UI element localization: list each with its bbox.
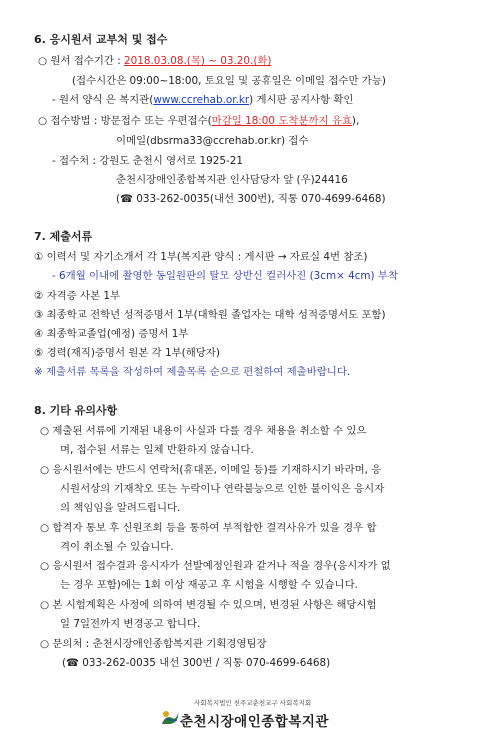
- notice-line: ○ 합격자 통보 후 신원조회 등을 통하여 부적합한 결격사유가 있을 경우 합: [40, 522, 377, 534]
- notice-line: ○ 응시원서 접수결과 응시자가 선발예정인원과 같거나 적을 경우(응시자가 없: [40, 560, 391, 572]
- period-value: 2018.03.08.(목) ~ 03.20.(화): [124, 55, 272, 67]
- form-post: ) 게시판 공지사항 확인: [249, 94, 354, 106]
- period-line: [38, 54, 271, 68]
- org-logo: [160, 698, 350, 732]
- method-email: 이메일(dbsrma33@ccrehab.or.kr) 접수: [116, 135, 309, 147]
- notice-line: ○ 제출된 서류에 기재된 내용이 사실과 다를 경우 채용을 취소할 수 있으: [40, 425, 367, 437]
- org-emblem-icon: [160, 708, 180, 726]
- form-pre: - 원서 양식 은 복지관(: [52, 94, 154, 106]
- notice-line: ○ 응시원서에는 반드시 연락처(휴대폰, 이메일 등)를 기재하시기 바라며, 응: [40, 464, 382, 476]
- photo-note: - 6개월 이내에 촬영한 동일원판의 탈모 상반신 컬러사진 (3cm× 4cm) 부착: [52, 270, 398, 282]
- logo-subtitle: 사회복지법인 천주교춘천교구 사회복지회: [194, 699, 312, 707]
- place-line3: (☎ 033-262-0035(내선 300번), 직통 070-4699-6468): [116, 193, 386, 205]
- notice-line: ○ 문의처 : 춘천시장애인종합복지관 기획경영팀장: [40, 638, 267, 650]
- notice-line: 며, 접수된 서류는 일체 반환하지 않습니다.: [60, 444, 254, 456]
- doc-item-3: ③ 최종학교 전학년 성적증명서 1부(대학원 졸업자는 대학 성적증명서도 포함): [34, 309, 386, 321]
- section6-title: 6. 응시원서 교부처 및 접수: [34, 33, 168, 46]
- period-label: ○ 원서 접수기간 :: [38, 55, 125, 67]
- method-pre: ○ 접수방법 : 방문접수 또는 우편접수(: [38, 115, 212, 127]
- homepage-link[interactable]: www.ccrehab.or.kr: [153, 94, 250, 106]
- notice-line: 격이 취소될 수 있습니다.: [60, 541, 174, 553]
- method-line: [38, 114, 359, 128]
- place-line2: 춘천시장애인종합복지관 인사담당자 앞 (우)24416: [116, 174, 348, 186]
- section7-title: 7. 제출서류: [34, 230, 93, 243]
- notice-line: 의 책임임을 알려드립니다.: [60, 502, 181, 514]
- doc-item-1: ① 이력서 및 자기소개서 각 1부(복지관 양식 : 게시판 → 자료실 4번 참조): [34, 251, 368, 263]
- submission-remark: ※ 제출서류 목록을 작성하여 제출목록 순으로 편철하여 제출바랍니다.: [34, 366, 351, 378]
- logo-org-name: 춘천시장애인종합복지관: [180, 714, 329, 730]
- notice-line: 는 경우 포함)에는 1회 이상 재공고 후 시험을 시행할 수 있습니다.: [60, 579, 358, 591]
- section8-title: 8. 기타 유의사항: [34, 404, 118, 417]
- notice-line: 시원서상의 기재착오 또는 누락이나 연락불능으로 인한 불이익은 응시자: [60, 483, 385, 495]
- notice-line: 일 7일전까지 변경공고 합니다.: [60, 618, 201, 630]
- place-line: - 접수처 : 강원도 춘천시 영서로 1925-21: [52, 155, 243, 167]
- method-post: ),: [351, 115, 360, 127]
- notice-line: (☎ 033-262-0035 내선 300번 / 직통 070-4699-6468): [62, 657, 331, 669]
- form-line: [52, 93, 353, 107]
- hours-note: (접수시간은 09:00~18:00, 토요일 및 공휴일은 이메일 접수만 가능): [72, 75, 386, 87]
- doc-item-5: ⑤ 경력(재직)증명서 원본 각 1부(해당자): [34, 347, 220, 359]
- doc-item-4: ④ 최종학교졸업(예정) 증명서 1부: [34, 328, 189, 340]
- method-deadline: 마감일 18:00 도착분까지 유효: [211, 115, 352, 127]
- notice-line: ○ 본 시험계획은 사정에 의하여 변경될 수 있으며, 변경된 사항은 해당시험: [40, 599, 377, 611]
- doc-item-2: ② 자격증 사본 1부: [34, 290, 121, 302]
